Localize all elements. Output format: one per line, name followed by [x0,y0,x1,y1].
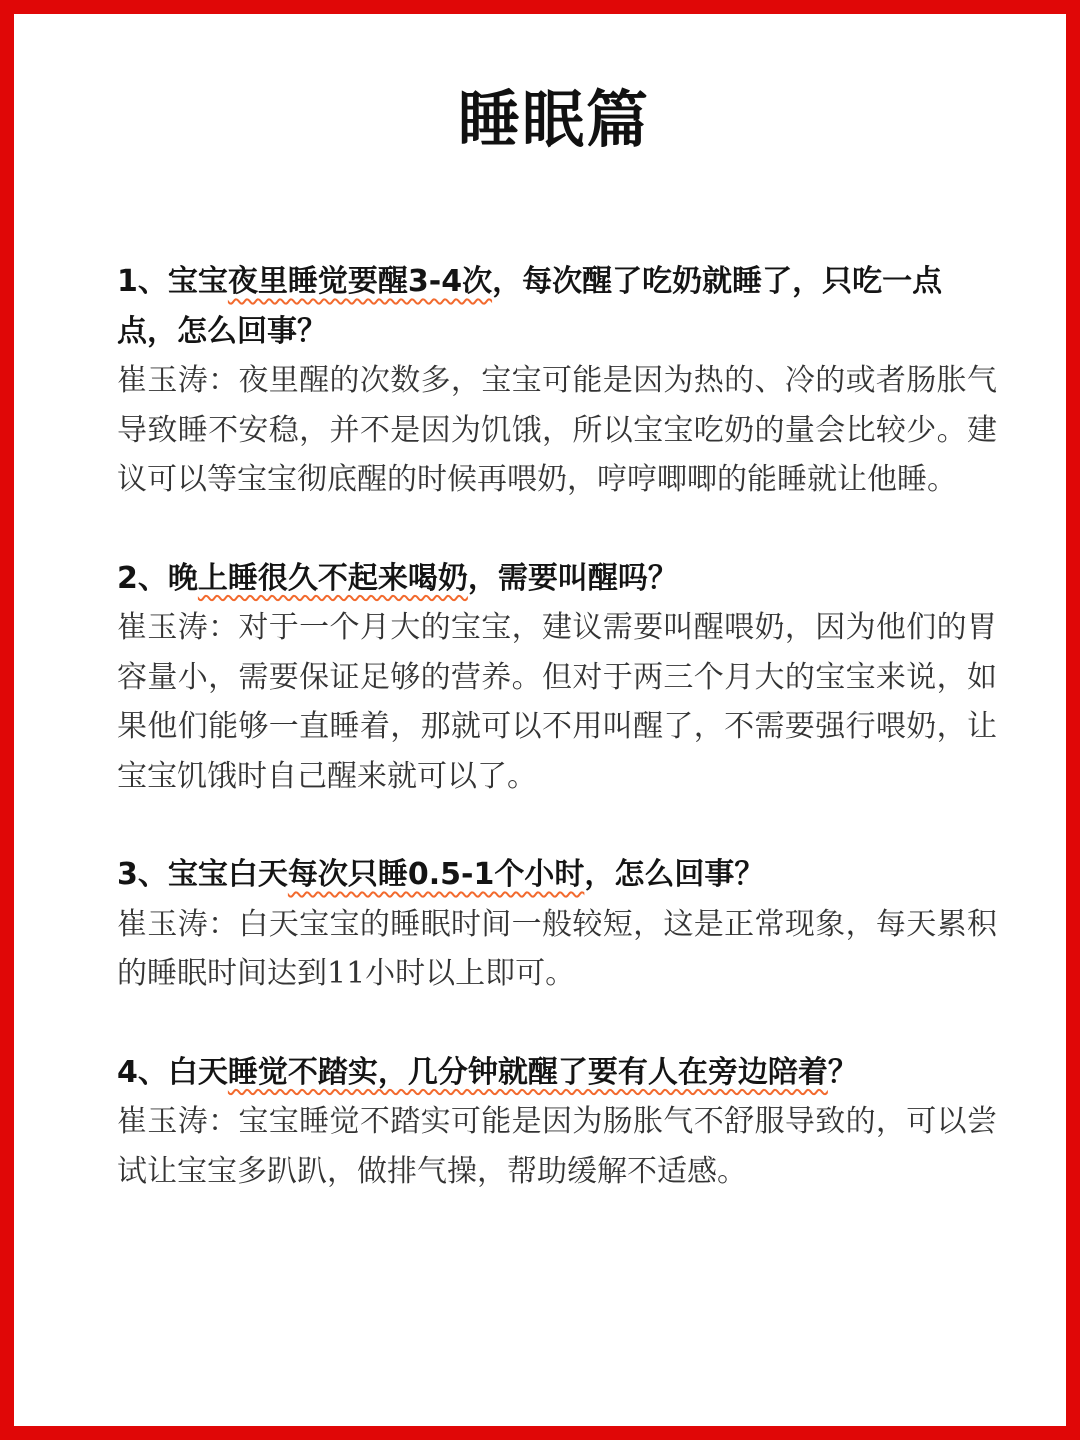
question-4-highlight: 睡觉不踏实，几分钟就醒了要有人在旁边陪着 [227,1054,828,1090]
question-1-prefix: 1、宝宝 [117,264,228,299]
question-3-prefix: 3、宝宝白天 [117,857,288,892]
question-3 [117,850,997,900]
question-3-highlight: 每次只睡0.5-1个小时 [287,857,585,892]
question-4 [117,1048,997,1098]
question-3-suffix: ，怎么回事？ [584,857,765,892]
question-2 [117,554,997,604]
question-2-prefix: 2、晚 [117,560,198,596]
qa-item-4 [117,1048,997,1197]
question-4-suffix: ？ [827,1054,858,1090]
question-2-suffix: ，需要叫醒吗？ [467,560,678,596]
question-1-suffix: ，每次醒了吃奶就睡了，只吃一点点，怎么回事？ [117,264,943,349]
qa-item-1 [117,257,997,505]
question-4-prefix: 4、白天 [117,1054,228,1090]
qa-list [117,257,997,1196]
question-1-highlight: 夜里睡觉要醒3-4次 [227,264,493,299]
qa-item-2 [117,554,997,802]
answer-2: 崔玉涛：对于一个月大的宝宝，建议需要叫醒喂奶，因为他们的胃容量小，需要保证足够的营养。但对于两三个月大的宝宝来说，如果他们能够一直睡着，那就可以不用叫醒了，不需要强行喂奶，让宝宝饥饿时自己醒来就可以了。 [117,610,997,794]
qa-item-3 [117,850,997,999]
answer-1: 崔玉涛：夜里醒的次数多，宝宝可能是因为热的、冷的或者肠胀气导致睡不安稳，并不是因为饥饿，所以宝宝吃奶的量会比较少。建议可以等宝宝彻底醒的时候再喂奶，哼哼唧唧的能睡就让他睡。 [117,363,997,497]
question-1 [117,257,997,356]
question-2-highlight: 上睡很久不起来喝奶 [197,560,468,596]
answer-3: 崔玉涛：白天宝宝的睡眠时间一般较短，这是正常现象，每天累积的睡眠时间达到11小时以上即可。 [117,906,997,991]
answer-4: 崔玉涛：宝宝睡觉不踏实可能是因为肠胀气不舒服导致的，可以尝试让宝宝多趴趴，做排气操，帮助缓解不适感。 [117,1104,997,1189]
page-title: 睡眠篇 [457,83,650,156]
